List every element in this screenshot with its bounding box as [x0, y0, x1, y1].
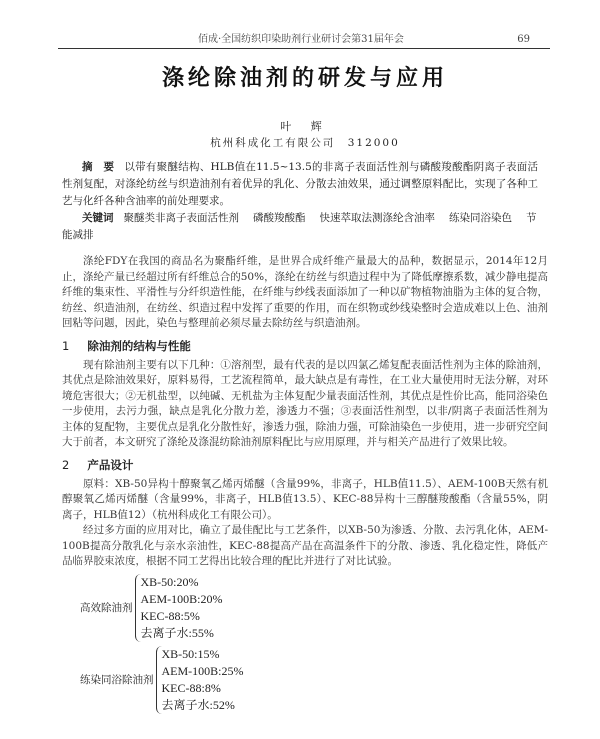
keyword: 磷酸羧酸酯 — [253, 212, 306, 224]
keywords — [62, 210, 538, 244]
formula-item: 去离子水:55% — [140, 625, 214, 640]
section-title: 除油剂的结构与性能 — [87, 338, 191, 353]
formula-name: 高效除油剂 — [80, 602, 133, 614]
intro-paragraph: 涤纶FDY在我国的商品名为聚酯纤维，是世界合成纤维产量最大的品种，数据显示，2014年12月止，涤纶产量已经超过所有纤维总合的50%，涤纶在纺丝与织造过程中为了降低摩擦系数，减少静电提高纤维的集束性、平滑性与分纤织造性能，在纤维与纱线表面添加了一种以矿物植物油脂为主体的复合物，纺丝、织造油剂，在纺丝、织造过程中发挥了重要的作用，而在织物或纱线染整时会造成难以上色、油剂回粘等问题，因此，染色与整理前必须尽量去除纺丝与织造油剂。 — [62, 255, 548, 329]
formula-items — [156, 646, 244, 714]
formula-item: 去离子水:52% — [161, 697, 235, 712]
formula-group — [80, 646, 548, 714]
formula-item: AEM-100B:25% — [161, 663, 244, 678]
page-number: 69 — [517, 34, 530, 45]
section-heading-1 — [62, 338, 548, 354]
design-paragraph: 经过多方面的应用对比，确立了最佳配比与工艺条件，以XB-50为渗透、分散、去污乳化体，AEM-100B提高分散乳化与亲水亲油性，KEC-88提高产品在高温条件下的分散、渗透、乳化稳定性，降低产品临界胶束浓度，根据不同工艺得出比较合理的配比并进行了对比试验。 — [62, 524, 548, 567]
keyword: 节能减排 — [62, 212, 537, 241]
running-header — [58, 34, 550, 49]
section1-paragraph: 现有除油剂主要有以下几种：①溶剂型，最有代表的是以四氯乙烯复配表面活性剂为主体的除油剂，其优点是除油效果好，原料易得，工艺流程简单，最大缺点是有毒性，在工业大量使用时无法分解，对环境危害很大；②无机盐型，以纯碱、无机盐为主体复配少量表面活性剂，其优点是性价比高，能同浴染色一步使用，去污力强，缺点是乳化分散力差，渗透力不强；③表面活性剂型，以非/阴离子表面活性剂为主体的复配物，主要优点是乳化分散性好，渗透力强，除油力强，可除油染色一步使用，进一步研究空间大于前者，本文研究了涤纶及涤混纺除油剂原料配比与应用原理，并与相关产品进行了效果比较。 — [62, 358, 548, 448]
section-number: 2 — [62, 457, 70, 472]
author: 叶 辉 — [280, 120, 330, 133]
materials-paragraph: 原料：XB-50异构十醇聚氧乙烯丙烯醚（含量99%，非离子，HLB值11.5）、AEM-100B天然有机醇聚氧乙烯丙烯醚（含量99%，非离子，HLB值13.5）、KEC-88异构十三醇醚羧酸酯（含量55%，阴离子，HLB值12）（杭州科成化工有限公司）。 — [62, 477, 548, 521]
formula-item: XB-50:15% — [161, 646, 220, 661]
formula-item: KEC-88:8% — [161, 680, 221, 695]
section-number: 1 — [62, 338, 70, 353]
conference-name: 佰成·全国纺织印染助剂行业研讨会第31届年会 — [198, 34, 404, 45]
affiliation: 杭州科成化工有限公司 312000 — [210, 137, 400, 149]
section-heading-2 — [62, 457, 548, 473]
formula-items — [135, 574, 223, 642]
keyword: 快速萃取法测涤纶含油率 — [319, 212, 435, 224]
formula-item: AEM-100B:20% — [140, 591, 223, 606]
keywords-label: 关键词 — [82, 212, 114, 224]
formula-group — [80, 574, 548, 642]
abstract-text: 以带有聚醚结构、HLB值在11.5~13.5的非离子表面活性剂与磷酸羧酸酯阴离子表面活性剂复配，对涤纶纺丝与织造油剂有着优异的乳化、分散去油效果，通过调整原料配比，实现了各种工艺与化纤各种含油率的前处理要求。 — [62, 161, 538, 207]
section-title: 产品设计 — [87, 457, 134, 472]
formula-name: 练染同浴除油剂 — [80, 674, 154, 686]
formula-item: XB-50:20% — [140, 574, 199, 589]
abstract — [62, 159, 538, 210]
paper-title: 涤纶除油剂的研发与应用 — [161, 65, 448, 91]
formula-item: KEC-88:5% — [140, 608, 200, 623]
keyword: 聚醚类非离子表面活性剂 — [123, 212, 239, 224]
abstract-label: 摘 要 — [82, 161, 115, 173]
keyword: 练染同浴染色 — [449, 212, 512, 224]
